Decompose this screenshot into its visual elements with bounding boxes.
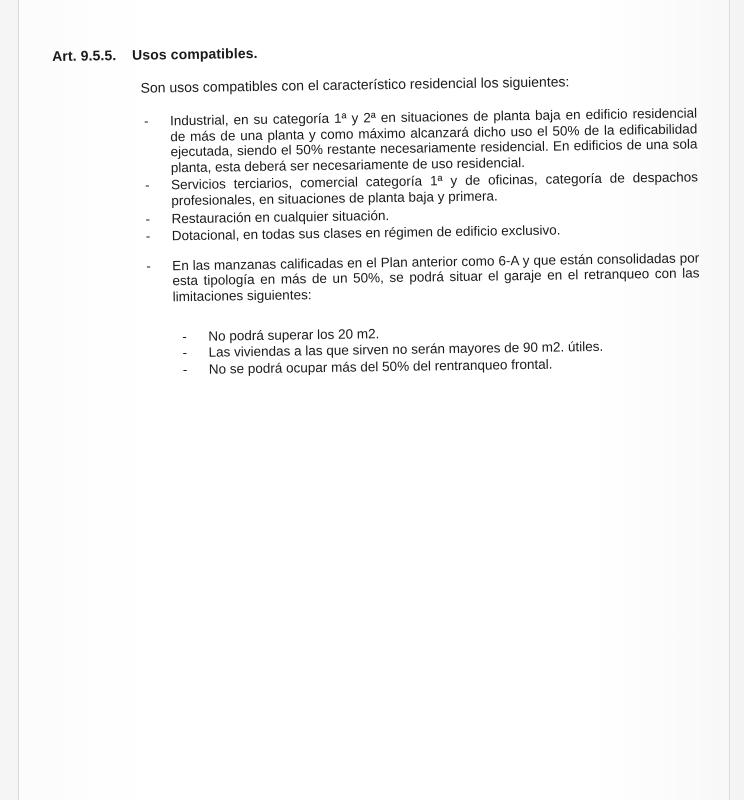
list-dash: - — [182, 361, 188, 377]
list-dash: - — [143, 113, 149, 129]
article-title: Usos compatibles. — [131, 44, 258, 63]
article-intro: Son usos compatibles con el característico residencial los siguientes: — [140, 73, 570, 96]
list-dash: - — [145, 211, 151, 227]
sublist-item-text: No se podrá ocupar más del 50% del rentranqueo frontal. — [208, 356, 553, 377]
list-dash: - — [144, 177, 150, 194]
list-dash: - — [182, 345, 188, 361]
article-number: Art. 9.5.5. — [52, 47, 117, 64]
page-edge-left — [0, 0, 19, 800]
list-dash: - — [145, 228, 151, 244]
list-dash: - — [182, 328, 187, 344]
list-item-manzanas — [146, 250, 700, 305]
list-item-servicios — [144, 169, 699, 209]
sublist-item-text: No podrá superar los 20 m2. — [208, 325, 380, 344]
page-edge-right — [729, 0, 744, 800]
list-dash: - — [146, 258, 151, 274]
list-item-text: Dotacional, en todas sus clases en régimen de edificio exclusivo. — [171, 222, 561, 244]
list-item-text: Servicios terciarios, comercial categoría 1ª y de oficinas, categoría de despachos profesionales, en situaciones de planta baja y primera. — [170, 169, 699, 209]
list-item-industrial — [143, 105, 698, 176]
list-item-text: Industrial, en su categoría 1ª y 2ª en situaciones de planta baja en edificio residencial de más de una planta y como máximo alcanzará dicho uso el 50% de la edificabilidad ejecutada, siendo el 50% restante necesariamente residencial. En edificios de una sola planta, esta deberá ser necesariamente de uso residencial. — [169, 105, 698, 176]
garage-limitations-list — [182, 321, 717, 377]
list-item-text: Restauración en cualquier situación. — [171, 207, 390, 226]
sublist-item-text: Las viviendas a las que sirven no serán mayores de 90 m2. útiles. — [208, 338, 604, 360]
compatible-uses-list — [143, 105, 700, 305]
article-section — [52, 38, 717, 380]
article-heading — [52, 38, 712, 64]
list-item-text: En las manzanas calificadas en el Plan anterior como 6-A y que están consolidadas por esta tipología en más de un 50%, se podrá situar el garaje en el retranqueo con las limitaciones siguientes: — [172, 250, 700, 305]
